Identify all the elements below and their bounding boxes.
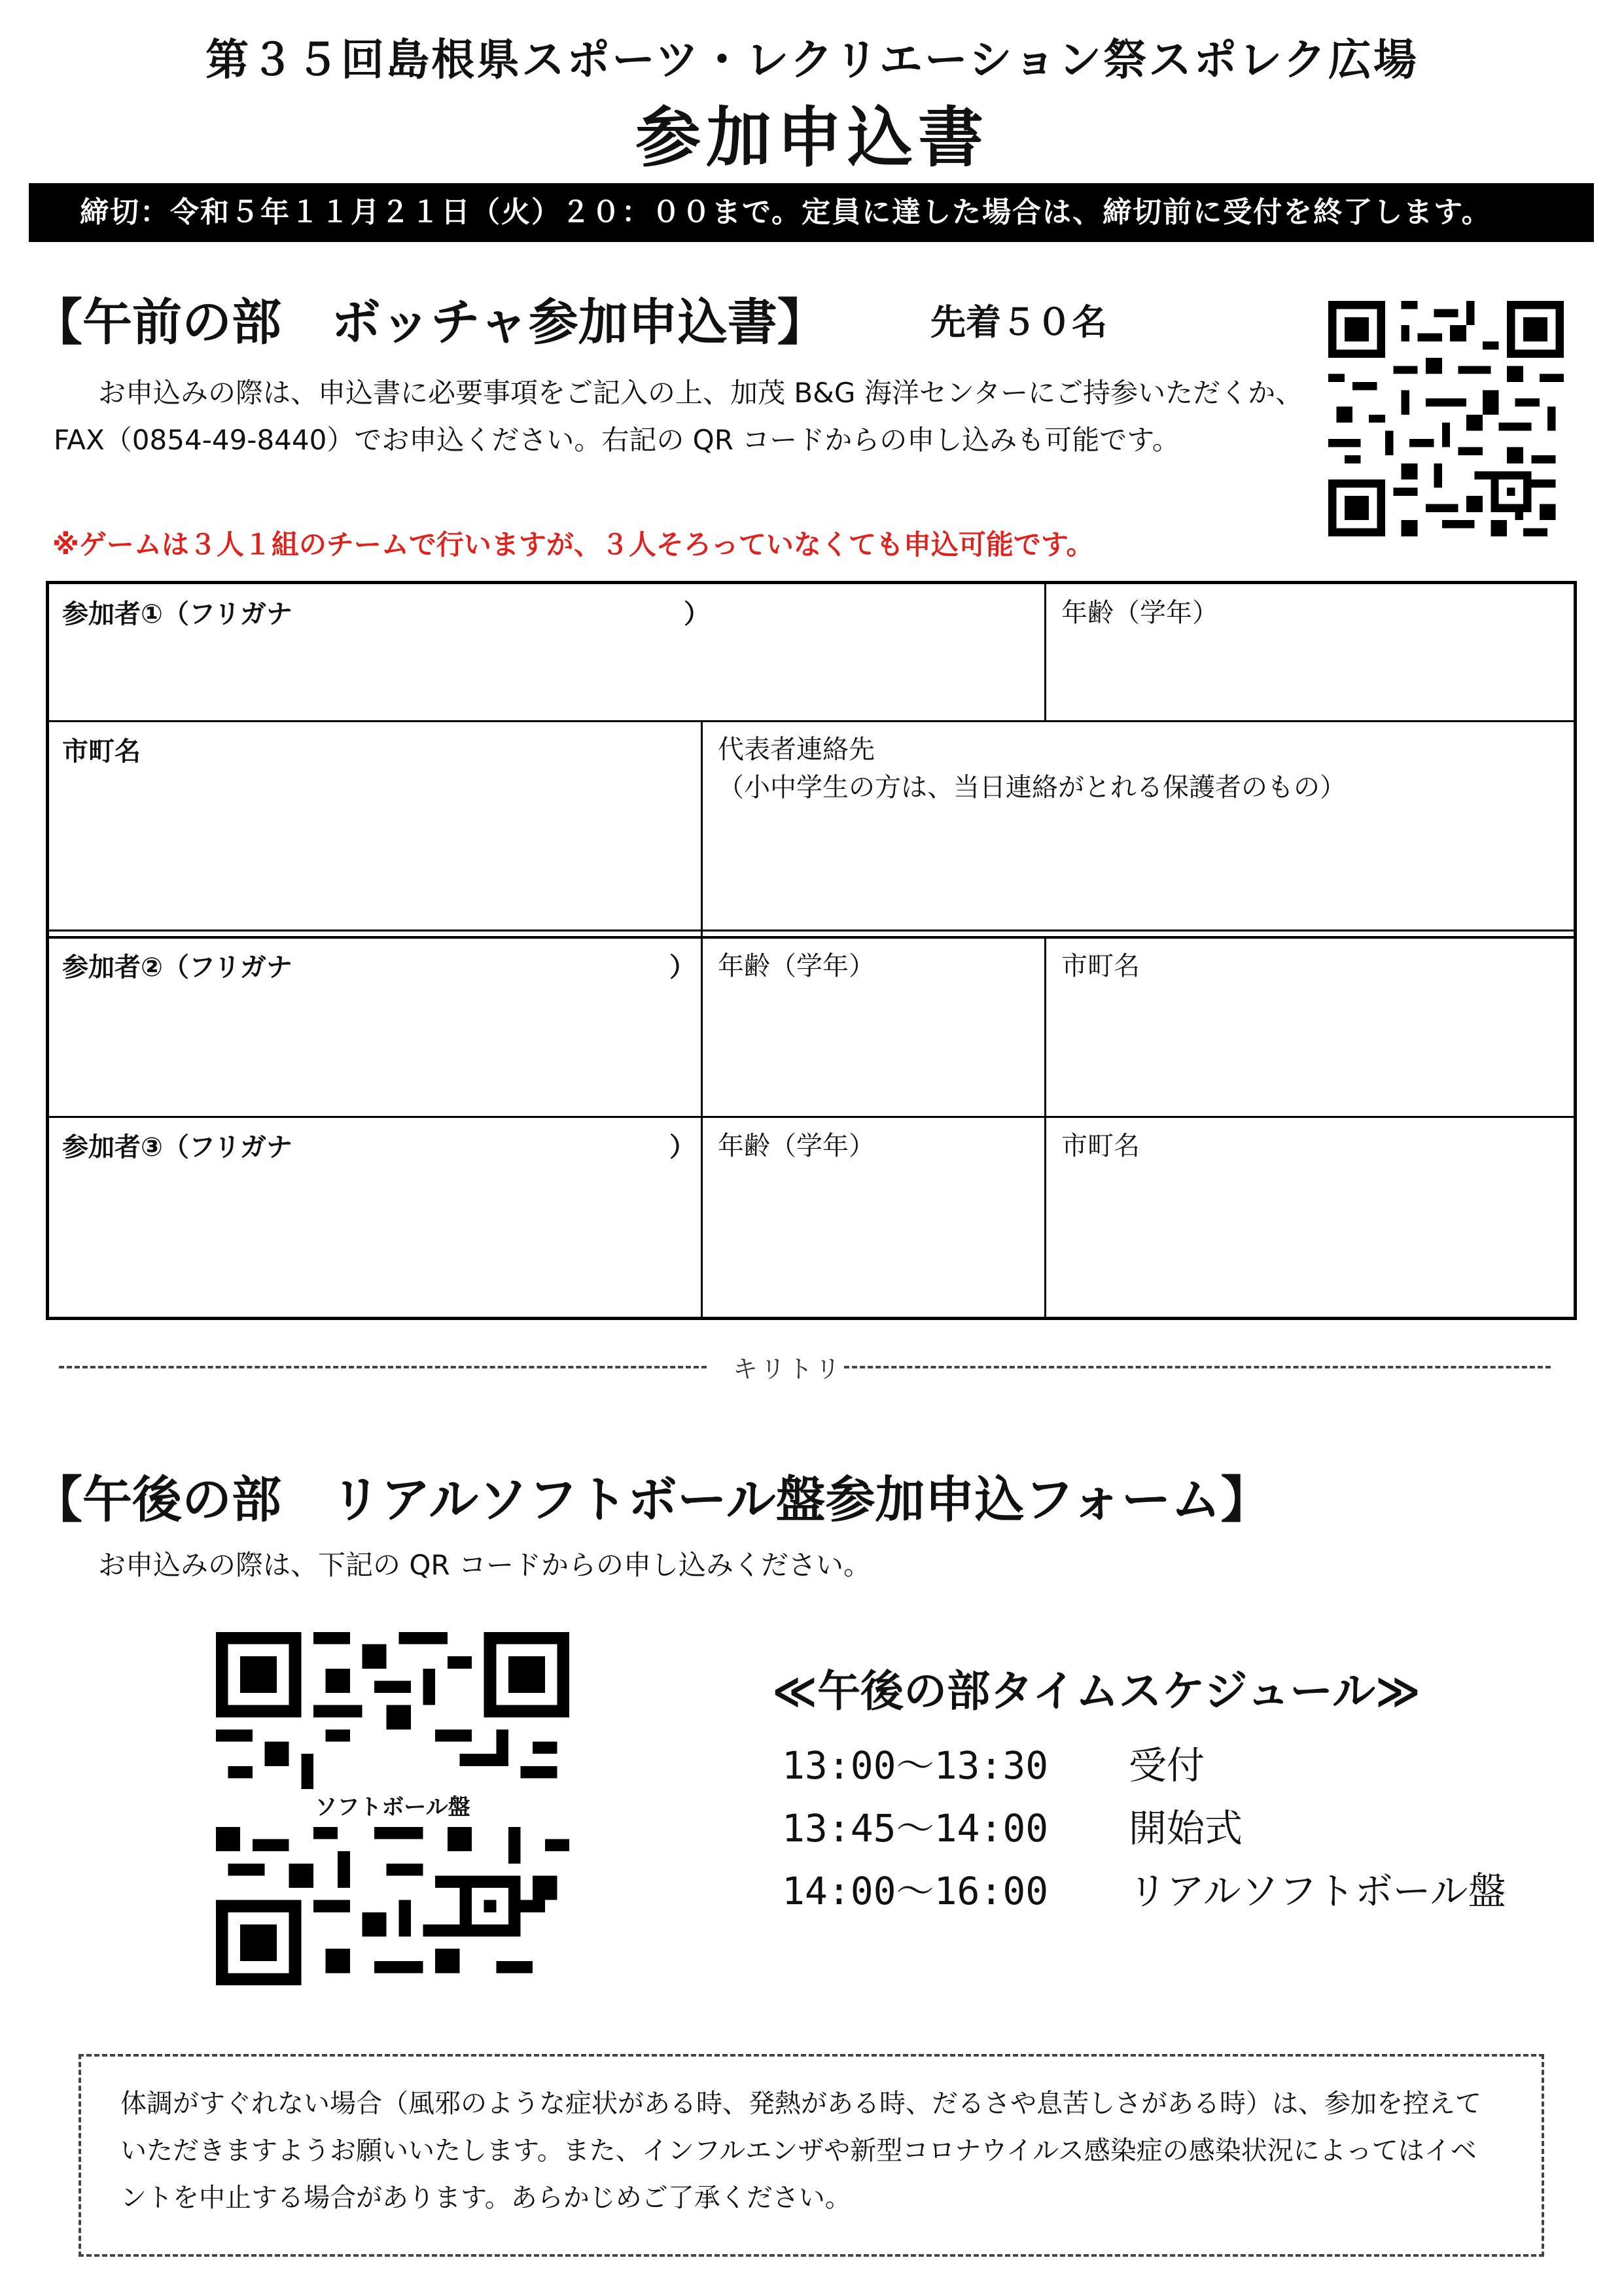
participant2-age-label: 年齢（学年） [718, 951, 875, 981]
participant1-age-field[interactable] [1046, 584, 1574, 722]
participant3-age-field[interactable] [702, 1117, 1046, 1317]
schedule-label: リアルソフトボール盤 [1129, 1869, 1506, 1913]
participant3-age-label: 年齢（学年） [718, 1131, 875, 1161]
am-intro-text: お申込みの際は、申込書に必要事項をご記入の上、加茂 B&G 海洋センターにご持参いただくか、FAX（0854-49-8440）でお申込ください。右記の QR コードからの申し込みも可能です。 [54, 377, 1303, 456]
schedule-time: 13:00〜13:30 [782, 1743, 1049, 1788]
participant1-age-label: 年齢（学年） [1061, 598, 1218, 628]
schedule-label: 開始式 [1129, 1806, 1243, 1851]
participant3-label: 参加者③（フリガナ [62, 1132, 292, 1162]
page-title-event: 第３５回島根県スポーツ・レクリエーション祭スポレク広場 [205, 35, 1419, 85]
bocce-application-form [46, 581, 1577, 1320]
schedule-time: 14:00〜16:00 [782, 1869, 1049, 1913]
city-field[interactable] [49, 722, 702, 931]
qr-code-label: ソフトボール盤 [287, 1789, 499, 1826]
schedule-row [782, 1798, 1243, 1852]
participant2-city-label: 市町名 [1061, 951, 1140, 981]
contact-label: 代表者連絡先 [718, 735, 875, 765]
health-notice: 体調がすぐれない場合（風邪のような症状がある時、発熱がある時、だるさや息苦しさがある時）は、参加を控えていただきますようお願いいたします。また、インフルエンザや新型コロナウイルス感染症の感染状況によってはイベントを中止する場合があります。あらかじめご了承ください。 [79, 2054, 1544, 2257]
divider [49, 930, 1574, 931]
participant2-age-field[interactable] [702, 937, 1046, 1117]
schedule-row [782, 1860, 1506, 1915]
divider [1044, 584, 1046, 722]
participant3-city-label: 市町名 [1061, 1131, 1140, 1161]
divider [701, 722, 703, 1317]
divider [49, 936, 1574, 939]
participant3-city-field[interactable] [1046, 1117, 1574, 1317]
contact-note: （小中学生の方は、当日連絡がとれる保護者のもの） [718, 773, 1346, 803]
cut-line-right [844, 1366, 1551, 1368]
paren-close: ） [669, 952, 696, 983]
paren-close: ） [684, 599, 710, 629]
city-label: 市町名 [62, 737, 141, 767]
pm-intro-text: お申込みの際は、下記の QR コードからの申し込みください。 [98, 1549, 871, 1581]
divider [1044, 937, 1046, 1317]
participant1-name-field[interactable] [49, 584, 1046, 722]
paren-close: ） [669, 1132, 696, 1162]
schedule-row [782, 1735, 1205, 1790]
am-section-heading: 【午前の部 ボッチャ参加申込書】 [33, 293, 827, 351]
participant2-name-field[interactable] [49, 937, 702, 1117]
participant3-name-field[interactable] [49, 1117, 702, 1317]
schedule-time: 13:45〜14:00 [782, 1806, 1049, 1851]
am-capacity: 先着５０名 [930, 302, 1107, 343]
am-team-note: ※ゲームは３人１組のチームで行いますが、３人そろっていなくても申込可能です。 [52, 529, 1094, 561]
qr-code-icon[interactable] [1328, 301, 1564, 536]
cut-line-label: キリトリ [733, 1355, 843, 1383]
participant2-label: 参加者②（フリガナ [62, 952, 292, 983]
pm-section-heading: 【午後の部 リアルソフトボール盤参加申込フォーム】 [33, 1470, 1271, 1529]
divider [49, 1116, 1574, 1118]
participant1-label: 参加者①（フリガナ [62, 599, 292, 629]
deadline-banner: 締切：令和５年１１月２１日（火）２０：００まで。定員に達した場合は、締切前に受付を終了します。 [29, 183, 1594, 242]
divider [49, 720, 1574, 722]
cut-line-left [59, 1366, 707, 1368]
participant2-city-field[interactable] [1046, 937, 1574, 1117]
qr-code-icon[interactable] [216, 1632, 569, 1985]
schedule-label: 受付 [1129, 1743, 1205, 1788]
page-title: 参加申込書 [635, 99, 989, 176]
schedule-title: ≪午後の部タイムスケジュール≫ [772, 1666, 1421, 1716]
contact-field[interactable] [702, 722, 1574, 931]
